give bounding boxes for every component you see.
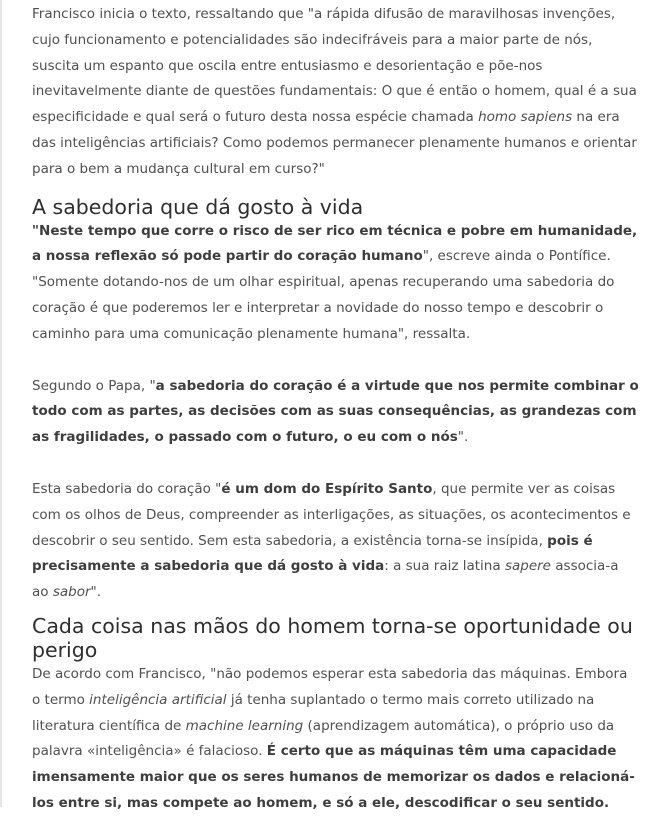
bold-capacidade-maquinas: É certo que as máquinas têm uma capacidade imensamente maior que os seres humanos de memorizar os dados e relacioná-los entre si, mas compete ao homem, e só a ele, descodificar o seu sentido. [32, 743, 635, 811]
bold-quote-virtude: a sabedoria do coração é a virtude que nos permite combinar o todo com as partes, as decisões com as suas consequências, as grandezas com as fragilidades, o passado com o futuro, o eu com o nós [32, 377, 639, 446]
paragraph-espirito-text-4: associa-a ao [32, 558, 619, 601]
paragraph-papa-text-end: ". [457, 429, 469, 446]
paragraph-maquinas-text-3: (aprendizagem automática), o próprio uso da palavra «inteligência» é falacioso. [32, 717, 615, 760]
paragraph-maquinas-text-1: De acordo com Francisco, "não podemos esperar esta sabedoria das máquinas. Embora o termo [32, 665, 628, 708]
italic-term-inteligencia-artificial: inteligência artificial [89, 691, 227, 708]
bold-dom-espirito-santo: é um dom do Espírito Santo [221, 480, 433, 497]
paragraph-papa [32, 374, 639, 451]
paragraph-spacer [32, 451, 639, 477]
italic-term-sabor: sabor [52, 584, 91, 601]
paragraph-sabedoria-text: ", escreve ainda o Pontífice. "Somente dotando-nos de um olhar espiritual, apenas recuperando uma sabedoria do coração é que poderemos ler e interpretar a novidade do nosso tempo e descobrir o caminho para uma comunicação plenamente humana", ressalta. [32, 248, 615, 342]
paragraph-intro [32, 2, 639, 183]
paragraph-espirito-text-1: Esta sabedoria do coração " [32, 480, 222, 497]
bold-quote-coracao-humano: "Neste tempo que corre o risco de ser rico em técnica e pobre em humanidade, a nossa reflexão só pode partir do coração humano [32, 222, 638, 265]
italic-term-sapere: sapere [504, 558, 551, 575]
paragraph-espirito-text-3: : a sua raiz latina [384, 558, 505, 575]
paragraph-sabedoria [32, 219, 639, 348]
section-heading-sabedoria: A sabedoria que dá gosto à vida [32, 194, 364, 219]
paragraph-espirito-santo [32, 477, 639, 606]
paragraph-spacer [32, 348, 639, 374]
paragraph-intro-text-end: na era das inteligências artificiais? Como podemos permanecer plenamente humanos e orientar para o bem a mudança cultural em curso?" [32, 109, 637, 177]
paragraph-intro-text: Francisco inicia o texto, ressaltando que "a rápida difusão de maravilhosas invenções, cujo funcionamento e potencialidades são indecifráveis para a maior parte de nós, suscita um espanto que oscila entre entusiasmo e desorientação e põe-nos inevitavelmente diante de questões fundamentais: O que é então o homem, qual é a sua especificidade e qual será o futuro desta nossa espécie chamada [32, 6, 637, 126]
bold-gosto-a-vida: pois é precisamente a sabedoria que dá gosto à vida [32, 532, 593, 575]
italic-term-homo-sapiens: homo sapiens [478, 109, 573, 126]
section-heading-oportunidade: Cada coisa nas mãos do homem torna-se oportunidade ou perigo [32, 613, 633, 662]
paragraph-espirito-text-2: , que permite ver as coisas com os olhos de Deus, compreender as interligações, as situações, os acontecimentos e descobrir o seu sentido. Sem esta sabedoria, a existência torna-se insípida, [32, 480, 631, 549]
italic-term-machine-learning: machine learning [185, 717, 304, 734]
paragraph-maquinas-text-2: já tenha suplantado o termo mais correto utilizado na literatura científica de [32, 691, 595, 734]
paragraph-maquinas [32, 662, 639, 817]
paragraph-espirito-text-5: ". [90, 584, 102, 601]
paragraph-papa-text: Segundo o Papa, " [32, 377, 156, 394]
